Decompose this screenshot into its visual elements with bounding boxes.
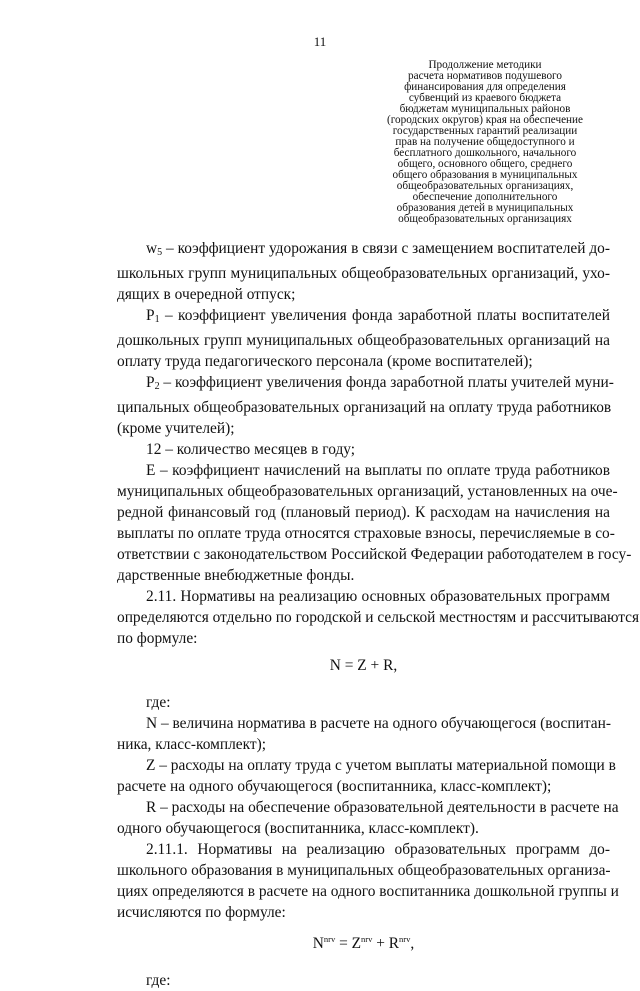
paragraph-12-definition <box>117 439 610 460</box>
header-line: бесплатного дошкольного, начального <box>393 147 577 159</box>
text-line: E – коэффициент начислений на выплаты по оплате труда работников <box>146 462 610 479</box>
paragraph-section-2-11-1 <box>117 839 619 923</box>
text-line: школьного образования в муниципальных общеобразовательных организа- <box>117 862 611 879</box>
text-line: Z – расходы на оплату труда с учетом выплаты материальной помощи в <box>146 757 616 774</box>
text-line: – коэффициент увеличения фонда заработной платы воспитателей <box>159 307 610 324</box>
text-line: оплату труда педагогического персонала (кроме воспитателей); <box>117 353 533 370</box>
subscript-2: 2 <box>154 381 160 392</box>
paragraph-section-2-11 <box>117 586 640 649</box>
text-line: ципальных общеобразовательных организаций на оплату труда работников <box>117 399 612 416</box>
text-line: N – величина норматива в расчете на одного обучающегося (воспитан- <box>146 715 611 732</box>
text-line: дошкольных групп муниципальных общеобразовательных организаций на <box>117 332 610 349</box>
page-number: 11 <box>313 34 327 49</box>
formula-equals: = <box>335 935 352 952</box>
header-line: обеспечение дополнительного <box>412 191 558 203</box>
text-line: одного обучающегося (воспитанника, класс-комплект). <box>117 820 479 837</box>
text-line: школьных групп муниципальных общеобразовательных организаций, ухо- <box>117 265 610 282</box>
where-label: где: <box>146 694 171 711</box>
paragraph-e-definition <box>117 460 632 586</box>
paragraph-w5-definition <box>117 238 610 305</box>
superscript-nrv: nrv <box>399 934 411 944</box>
formula-plus: + <box>372 935 389 952</box>
header-line: общего образования в муниципальных <box>392 169 578 181</box>
superscript-nrv: nrv <box>323 934 336 944</box>
header-line: Продолжение методики <box>428 59 542 71</box>
text-line: R – расходы на обеспечение образовательной деятельности в расчете на <box>146 799 619 816</box>
text-line: циях определяются в расчете на одного воспитанника дошкольной группы и <box>117 883 619 900</box>
paragraph-n-definition <box>117 713 610 755</box>
formula-n-equals-z-plus-r: N = Z + R, <box>329 657 398 674</box>
formula-n: N <box>312 935 324 952</box>
text-line: 2.11. Нормативы на реализацию основных образовательных программ <box>146 588 610 605</box>
symbol-w: w <box>146 240 158 257</box>
header-line: прав на получение общедоступного и <box>395 136 575 148</box>
header-line: общего, основного общего, среднего <box>397 158 573 170</box>
header-line: государственных гарантий реализации <box>392 125 578 137</box>
symbol-p: P <box>146 374 155 391</box>
formula-nnrv <box>117 929 610 954</box>
text-line: расчете на одного обучающегося (воспитанника, класс-комплект); <box>117 778 552 795</box>
text-line: – коэффициент удорожания в связи с замещением воспитателей до- <box>162 240 610 257</box>
text-line: 12 – количество месяцев в году; <box>146 441 356 458</box>
header-line: (городских округов) края на обеспечение <box>387 114 583 126</box>
text-line: по формуле: <box>117 630 198 647</box>
header-line: субвенций из краевого бюджета <box>408 92 562 104</box>
paragraph-r-definition <box>117 797 619 839</box>
text-line: дящих в очередной отпуск; <box>117 286 296 303</box>
subscript-1: 1 <box>154 314 160 325</box>
text-line: выплаты по оплате труда относятся страховые взносы, перечисляемые в со- <box>117 525 615 542</box>
header-line: образования детей в муниципальных <box>396 202 574 214</box>
paragraph-p1-definition <box>117 305 610 372</box>
where-label: где: <box>146 972 171 989</box>
header-line: расчета нормативов подушевого <box>408 70 562 82</box>
text-line: 2.11.1. Нормативы на реализацию образовательных программ до- <box>146 841 610 858</box>
methodology-header <box>372 60 598 225</box>
formula-r: R <box>388 935 400 952</box>
text-line: (кроме учителей); <box>117 420 235 437</box>
paragraph-p2-definition <box>117 372 614 439</box>
text-line: исчисляются по формуле: <box>117 904 286 921</box>
document-body <box>117 238 640 991</box>
header-line: бюджетам муниципальных районов <box>399 103 571 115</box>
header-line: финансирования для определения <box>404 81 566 93</box>
symbol-p: P <box>146 307 155 324</box>
text-line: ответствии с законодательством Российской Федерации работодателем в госу- <box>117 546 632 563</box>
formula-z: Z <box>351 935 362 952</box>
text-line: дарственные внебюджетные фонды. <box>117 567 355 584</box>
superscript-nrv: nrv <box>361 934 373 944</box>
text-line: редной финансовый год (плановый период). К расходам на начисления на <box>117 504 610 521</box>
formula-end: , <box>410 935 415 952</box>
text-line: муниципальных общеобразовательных организаций, установленных на оче- <box>117 483 618 500</box>
text-line: ника, класс-комплект); <box>117 736 267 753</box>
text-line: определяются отдельно по городской и сельской местностям и рассчитываются <box>117 609 640 626</box>
header-line: общеобразовательных организациях <box>398 213 572 225</box>
subscript-5: 5 <box>157 247 163 258</box>
paragraph-z-definition <box>117 755 616 797</box>
text-line: – коэффициент увеличения фонда заработной платы учителей муни- <box>159 374 614 391</box>
header-line: общеобразовательных организациях, <box>396 180 574 192</box>
